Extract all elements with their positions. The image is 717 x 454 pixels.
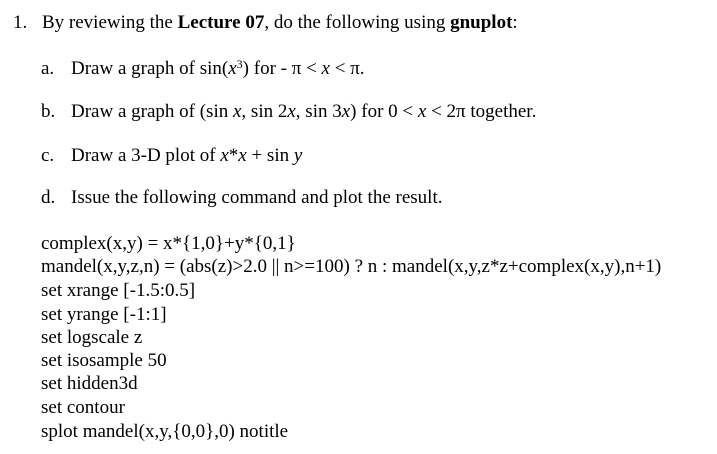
code-line: complex(x,y) = x*{1,0}+y*{0,1} <box>41 233 296 254</box>
item-letter: b. <box>41 101 56 122</box>
code-line: set hidden3d <box>41 373 138 394</box>
item-text-part: ) for - π < <box>242 58 322 79</box>
code-line: set logscale z <box>41 327 143 348</box>
item-text <box>71 101 536 123</box>
code-line: splot mandel(x,y,{0,0},0) notitle <box>41 421 289 442</box>
math-variable: x <box>321 58 330 79</box>
math-variable: x <box>287 101 296 122</box>
math-variable: y <box>293 145 303 166</box>
item-text: Issue the following command and plot the result. <box>71 187 443 208</box>
item-text-part: , sin 3 <box>295 101 342 122</box>
code-line: set xrange [-1.5:0.5] <box>41 280 196 301</box>
math-variable: x <box>417 101 427 122</box>
item-letter: d. <box>41 187 56 208</box>
item-letter: a. <box>41 58 55 79</box>
item-text-part: Draw a graph of (sin <box>71 101 233 122</box>
item-text-part: Draw a graph of sin( <box>71 58 229 79</box>
code-line: set isosample 50 <box>41 350 167 371</box>
item-text-part: ) for 0 < <box>350 101 418 122</box>
intro-text-middle: , do the following using <box>264 12 451 33</box>
intro-text-end: : <box>512 12 518 33</box>
item-text-part: , sin 2 <box>241 101 288 122</box>
math-variable: x <box>232 101 242 122</box>
item-text-part: + sin <box>246 145 294 166</box>
item-text-part: * <box>228 145 239 166</box>
item-text <box>71 145 302 167</box>
item-text-part: Draw a 3-D plot of <box>71 145 221 166</box>
item-text-part: < π. <box>329 58 365 79</box>
code-line: mandel(x,y,z,n) = (abs(z)>2.0 || n>=100) ? n : mandel(x,y,z*z+complex(x,y),n+1) <box>41 256 662 277</box>
item-text-part: < 2π together. <box>426 101 537 122</box>
math-variable: x <box>228 58 237 79</box>
question-intro <box>42 12 518 34</box>
math-variable: x <box>220 145 229 166</box>
code-line: set yrange [-1:1] <box>41 304 167 325</box>
math-variable: x <box>238 145 247 166</box>
tool-name: gnuplot <box>450 12 513 33</box>
intro-text: By reviewing the <box>42 12 178 33</box>
item-letter: c. <box>41 145 55 166</box>
lecture-name: Lecture 07 <box>177 12 265 33</box>
item-text <box>71 58 365 80</box>
math-variable: x <box>341 101 351 122</box>
superscript: 3 <box>236 57 243 71</box>
code-line: set contour <box>41 397 125 418</box>
question-number: 1. <box>13 12 28 33</box>
